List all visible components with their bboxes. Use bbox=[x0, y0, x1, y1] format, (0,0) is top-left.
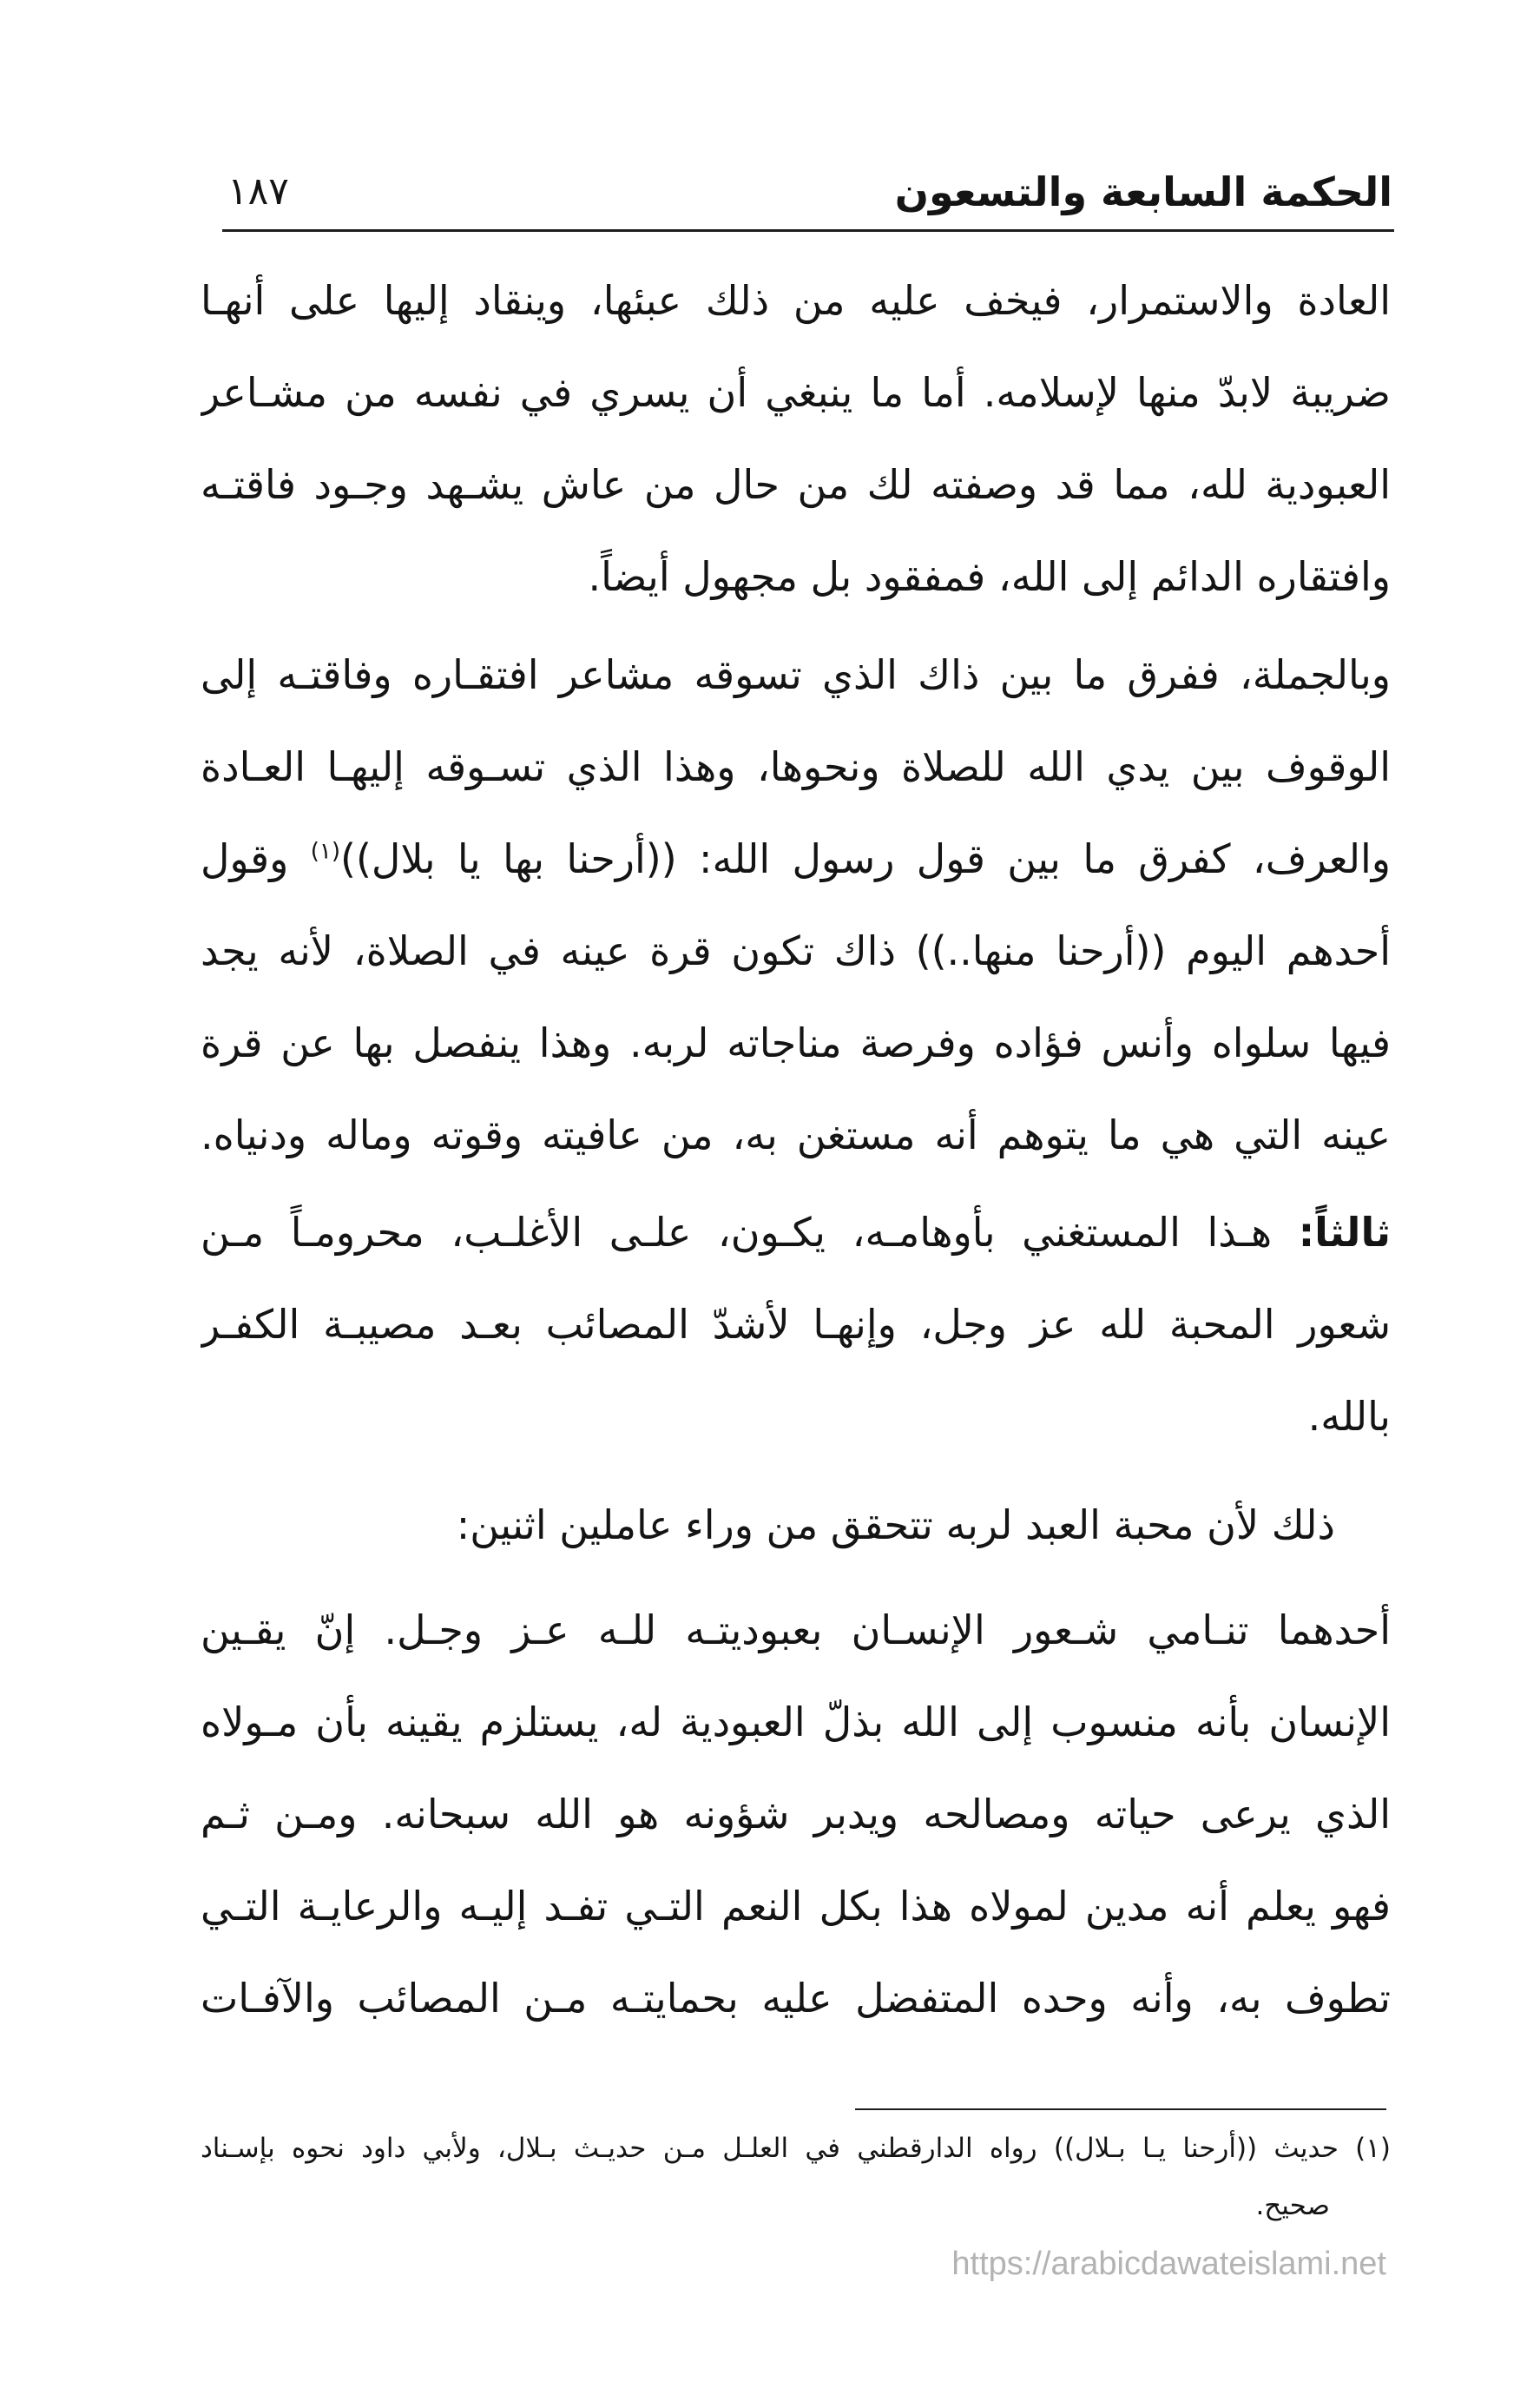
paragraph bbox=[201, 1584, 1391, 2044]
text-line: فهو يعلم أنه مدين لمولاه هذا بكل النعم التـي تفـد إليـه والرعايـة التـي bbox=[201, 1883, 1391, 1930]
text-segment: والعرف، كفرق ما بين قول رسول الله: ((أرحنا بها يا بلال)) bbox=[340, 835, 1391, 882]
text-line: بالله. bbox=[1307, 1393, 1391, 1440]
text-line: عينه التي هي ما يتوهم أنه مستغن به، من عافيته وقوته وماله ودنياه. bbox=[201, 1112, 1391, 1158]
footnote-reference: (١) bbox=[310, 838, 341, 865]
text-line: الذي يرعى حياته ومصالحه ويدبر شؤونه هو الله سبحانه. ومـن ثـم bbox=[201, 1791, 1391, 1837]
watermark-url: https://arabicdawateislami.net bbox=[951, 2246, 1386, 2282]
text-line: تطوف به، وأنه وحده المتفضل عليه بحمايتـه مـن المصائب والآفـات bbox=[201, 1975, 1391, 2022]
text-line: وافتقاره الدائم إلى الله، فمفقود بل مجهول أيضاً. bbox=[588, 553, 1391, 600]
text-line bbox=[201, 813, 1391, 905]
text-line: الوقوف بين يدي الله للصلاة ونحوها، وهذا الذي تسـوقه إليهـا العـادة bbox=[201, 743, 1391, 790]
text-line bbox=[201, 1186, 1391, 1278]
text-line: وبالجملة، ففرق ما بين ذاك الذي تسوقه مشاعر افتقـاره وفاقتـه إلى bbox=[201, 651, 1391, 698]
paragraph bbox=[201, 254, 1391, 623]
text-line: فيها سلواه وأنس فؤاده وفرصة مناجاته لربه. وهذا ينفصل بها عن قرة bbox=[201, 1019, 1391, 1066]
text-segment: هـذا المستغني بأوهامـه، يكـون، علـى الأغلـب، محرومـاً مـن bbox=[201, 1209, 1299, 1256]
footnote-line: (١) حديث ((أرحنا يـا بـلال)) رواه الدارقطني في العلـل مـن حديـث بـلال، ولأبي داود نحوه بإسـناد bbox=[201, 2133, 1391, 2164]
footnote-line: صحيح. bbox=[1255, 2190, 1330, 2221]
header-rule bbox=[222, 229, 1394, 232]
paragraph bbox=[201, 629, 1391, 1181]
text-line: أحدهم اليوم ((أرحنا منها..)) ذاك تكون قرة عينه في الصلاة، لأنه يجد bbox=[201, 927, 1391, 974]
paragraph bbox=[201, 1186, 1391, 1462]
text-line: أحدهما تنـامي شـعور الإنسـان بعبوديتـه للـه عـز وجـل. إنّ يقـين bbox=[201, 1606, 1391, 1653]
text-line: ضريبة لابدّ منها لإسلامه. أما ما ينبغي أن يسري في نفسه من مشـاعر bbox=[201, 369, 1391, 416]
section-lead: ثالثاً: bbox=[1298, 1209, 1391, 1256]
text-line: الإنسان بأنه منسوب إلى الله بذلّ العبودية له، يستلزم يقينه بأن مـولاه bbox=[201, 1699, 1391, 1745]
text-segment: وقول bbox=[201, 835, 311, 882]
text-line: ذلك لأن محبة العبد لربه تتحقق من وراء عاملين اثنين: bbox=[456, 1501, 1335, 1548]
page-title: الحكمة السابعة والتسعون bbox=[894, 168, 1392, 215]
text-line: العبودية لله، مما قد وصفته لك من حال من عاش يشـهد وجـود فاقتـه bbox=[201, 461, 1391, 508]
footnote-rule bbox=[855, 2108, 1386, 2110]
page-number: ١٨٧ bbox=[227, 169, 289, 214]
paragraph bbox=[201, 1479, 1391, 1571]
footnote bbox=[201, 2120, 1391, 2234]
text-line: شعور المحبة لله عز وجل، وإنهـا لأشدّ المصائب بعـد مصيبـة الكفـر bbox=[201, 1301, 1391, 1348]
text-line: العادة والاستمرار، فيخف عليه من ذلك عبئها، وينقاد إليها على أنهـا bbox=[201, 277, 1391, 324]
